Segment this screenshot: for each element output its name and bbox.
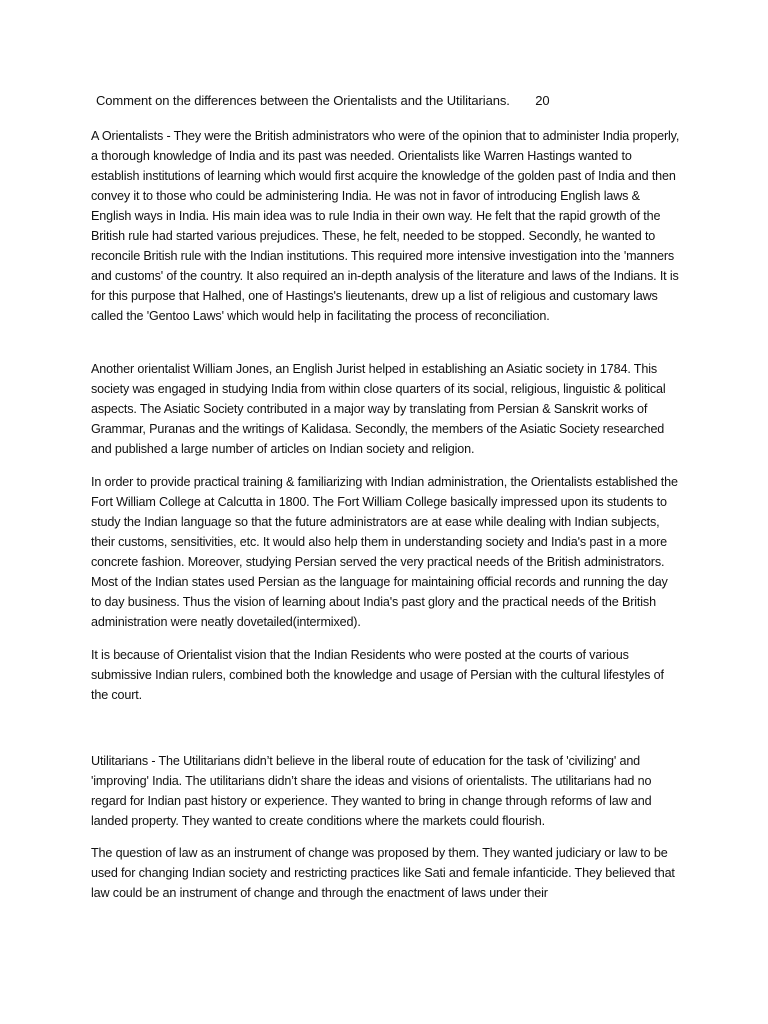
question-text: Comment on the differences between the Orientalists and the Utilitarians. <box>96 93 510 108</box>
paragraph-orientalists-intro: A Orientalists - They were the British administrators who were of the opinion that to administer India properly, a thorough knowledge of India and its past was needed. Orientalists like Warren Hastings wanted to establish institutions of learning which would first acquire the knowledge of the golden past of India and then convey it to those who could be administering India. He was not in favor of introducing English laws & English ways in India. His main idea was to rule India in their own way. He felt that the rapid growth of the British rule had started various prejudices. These, he felt, needed to be stopped. Secondly, he wanted to reconcile British rule with the Indian institutions. This required more intensive investigation into the 'manners and customs' of the country. It also required an in-depth analysis of the literature and laws of the Indians. It is for this purpose that Halhed, one of Hastings's lieutenants, drew up a list of religious and customary laws called the 'Gentoo Laws' which would help in facilitating the process of reconciliation. <box>91 129 680 323</box>
question-heading <box>96 93 550 108</box>
paragraph-indian-residents: It is because of Orientalist vision that the Indian Residents who were posted at the courts of various submissive Indian rulers, combined both the knowledge and usage of Persian with the cultural lifestyles of the court. <box>91 648 664 702</box>
paragraph-asiatic-society: Another orientalist William Jones, an English Jurist helped in establishing an Asiatic society in 1784. This society was engaged in studying India from within close quarters of its social, religious, linguistic & political aspects. The Asiatic Society contributed in a major way by translating from Persian & Sanskrit works of Grammar, Puranas and the writings of Kalidasa. Secondly, the members of the Asiatic Society researched and published a large number of articles on Indian society and religion. <box>91 362 666 456</box>
paragraph-law-as-instrument: The question of law as an instrument of change was proposed by them. They wanted judiciary or law to be used for changing Indian society and restricting practices like Sati and female infanticide. They believed that law could be an instrument of change and through the enactment of laws under their <box>91 846 675 900</box>
question-marks: 20 <box>535 93 550 108</box>
paragraph-fort-william-college: In order to provide practical training & familiarizing with Indian administration, the Orientalists established the Fort William College at Calcutta in 1800. The Fort William College basically impressed upon its students to study the Indian language so that the future administrators are at ease while dealing with Indian subjects, their customs, sensitivities, etc. It would also help them in understanding society and India's past in a more concrete fashion. Moreover, studying Persian served the very practical needs of the British administrators. Most of the Indian states used Persian as the language for maintaining official records and running the day to day business. Thus the vision of learning about India's past glory and the practical needs of the British administration were neatly dovetailed(intermixed). <box>91 475 678 629</box>
paragraph-utilitarians-intro: Utilitarians - The Utilitarians didn’t believe in the liberal route of education for the task of 'civilizing' and 'improving' India. The utilitarians didn’t share the ideas and visions of orientalists. The utilitarians had no regard for Indian past history or experience. They wanted to bring in change through reforms of law and landed property. They wanted to create conditions where the markets could flourish. <box>91 754 652 828</box>
